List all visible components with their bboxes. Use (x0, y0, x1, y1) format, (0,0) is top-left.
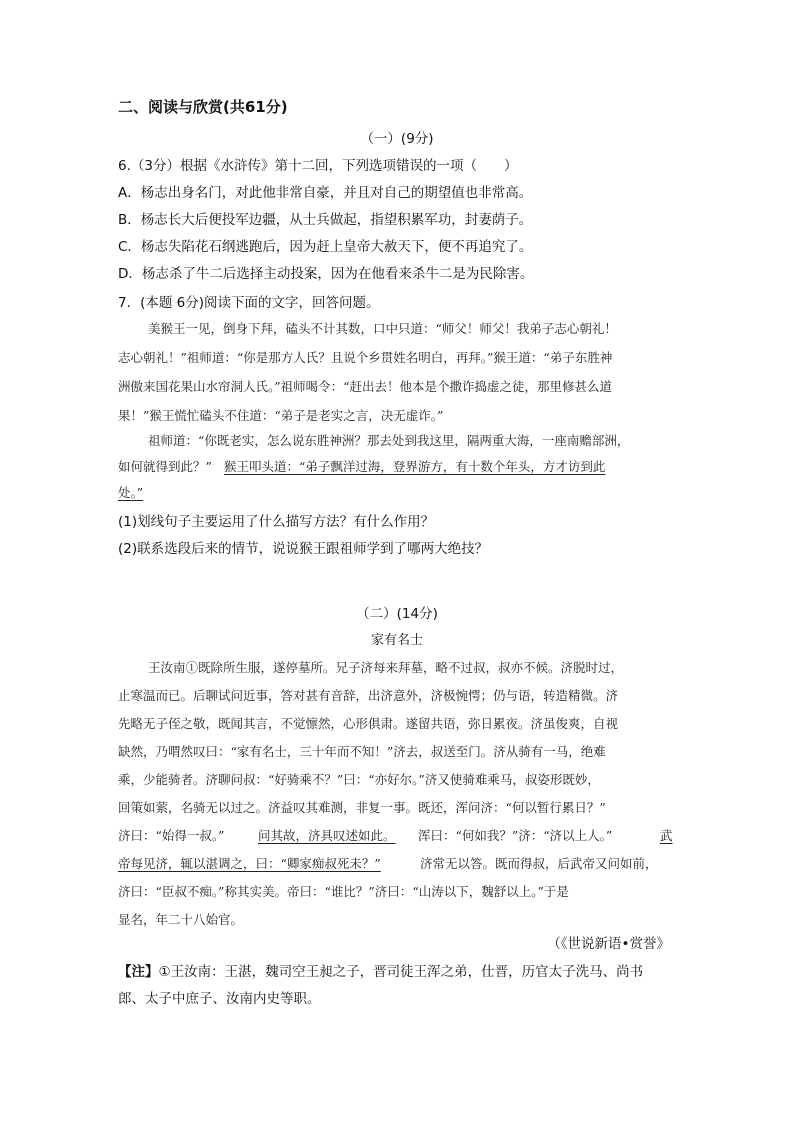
underlined-sentence-b: 帝每见济，辄以湛调之，曰：“卿家痴叔死未？” (118, 856, 381, 871)
question-6-option-d: D．杨志杀了牛二后选择主动投案，因为在他看来杀牛二是为民除害。 (118, 266, 534, 282)
question-7-stem: 7．(本题 6分)阅读下面的文字，回答问题。 (118, 295, 380, 311)
q7-subquestion-2: (2)联系选段后来的情节，说说猴王跟祖师学到了哪两大绝技？ (118, 541, 489, 557)
q7-underlined-sentence-end: 处。” (118, 485, 144, 500)
source-citation: （《世说新语•赏誉》 (547, 936, 670, 952)
q7-passage-line: 志心朝礼！”祖师道：“你是那方人氏？且说个乡贯姓名明白，再拜。”猴王道：“弟子东胜神 (118, 350, 613, 365)
underlined-sentence-a: 问其故，济具叹述如此。 (258, 828, 396, 843)
part1-heading: （一）(9分) (360, 131, 434, 147)
note-label: 【注】 (118, 964, 159, 980)
question-6-option-b: B．杨志长大后便投军边疆，从士兵做起，指望积累军功，封妻荫子。 (118, 212, 533, 228)
q7-underlined-sentence: 猴王叩头道：“弟子飘洋过海，登界游方，有十数个年头，方才访到此 (224, 459, 606, 474)
part2-passage-line: 王汝南①既除所生服，遂停墓所。兄子济每来拜墓，略不过叔，叔亦不候。济脱时过， (148, 660, 624, 675)
q7-subquestion-1: (1)划线句子主要运用了什么描写方法？有什么作用？ (118, 514, 435, 530)
q7-passage-line: 美猴王一见，倒身下拜，磕头不计其数，口中只道：“师父！师父！我弟子志心朝礼！ (148, 321, 617, 336)
part2-passage-line: 济曰：“始得一叔。” (118, 828, 225, 843)
part2-passage-line: 济曰：“臣叔不痴。”称其实美。帝曰：“谁比？”济曰：“山涛以下，魏舒以上。”于是 (118, 884, 569, 899)
q7-passage-line: 祖师道：“你既老实，怎么说东胜神洲？那去处到我这里，隔两重大海，一座南赡部洲， (148, 433, 630, 448)
part2-passage-line: 浑曰：“何如我？”济：“济以上人。” (418, 828, 613, 843)
part2-passage-line: 缺然，乃喟然叹曰：“家有名士，三十年而不知！”济去，叔送至门。济从骑有一马，绝难 (118, 744, 606, 759)
note-line-1 (118, 960, 643, 980)
underlined-sentence-b-start: 武 (660, 828, 673, 843)
part2-heading: （二）(14分) (356, 606, 438, 622)
part2-passage-line: 显名，年二十八始官。 (118, 912, 244, 927)
q7-passage-line: 果！”猴王慌忙磕头不住道：“弟子是老实之言，决无虚诈。” (118, 408, 444, 423)
q7-passage-line: 如何就得到此？” (118, 459, 212, 474)
part2-passage-line: 乘，少能骑者。济聊问叔：“好骑乘不？”曰：“亦好尔。”济又使骑难乘马，叔姿形既妙， (118, 772, 600, 787)
question-6-option-c: C．杨志失陷花石纲逃跑后，因为赶上皇帝大赦天下，便不再追究了。 (118, 239, 533, 255)
question-6-option-a: A．杨志出身名门，对此他非常自豪，并且对自己的期望值也非常高。 (118, 185, 533, 201)
question-6-stem: 6.（3分）根据《水浒传》第十二回，下列选项错误的一项（ ） (118, 158, 518, 174)
note-text-1: ①王汝南：王湛，魏司空王昶之子，晋司徒王浑之弟，仕晋，历官太子洗马、尚书 (158, 964, 644, 980)
section-title: 二、阅读与欣赏(共61分) (118, 98, 288, 116)
part2-passage-line: 济常无以答。既而得叔，后武帝又问如前， (420, 856, 658, 871)
part2-passage-line: 回策如萦，名骑无以过之。济益叹其难测，非复一事。既还，浑问济：“何以暂行累日？” (118, 800, 606, 815)
note-line-2: 郎、太子中庶子、汝南内史等职。 (118, 991, 321, 1007)
passage-title: 家有名士 (370, 633, 423, 648)
part2-passage-line: 止寒温而已。后聊试问近事，答对甚有音辞，出济意外，济极惋愕；仍与语，转造精微。济 (118, 688, 619, 703)
part2-passage-line: 先略无子侄之敬，既闻其言，不觉懔然，心形俱肃。遂留共语，弥日累夜。济虽俊爽，自视 (118, 716, 619, 731)
q7-passage-line: 洲傲来国花果山水帘洞人氏。”祖师喝令：“赶出去！他本是个撒诈捣虚之徒，那里修甚么道 (118, 379, 613, 394)
